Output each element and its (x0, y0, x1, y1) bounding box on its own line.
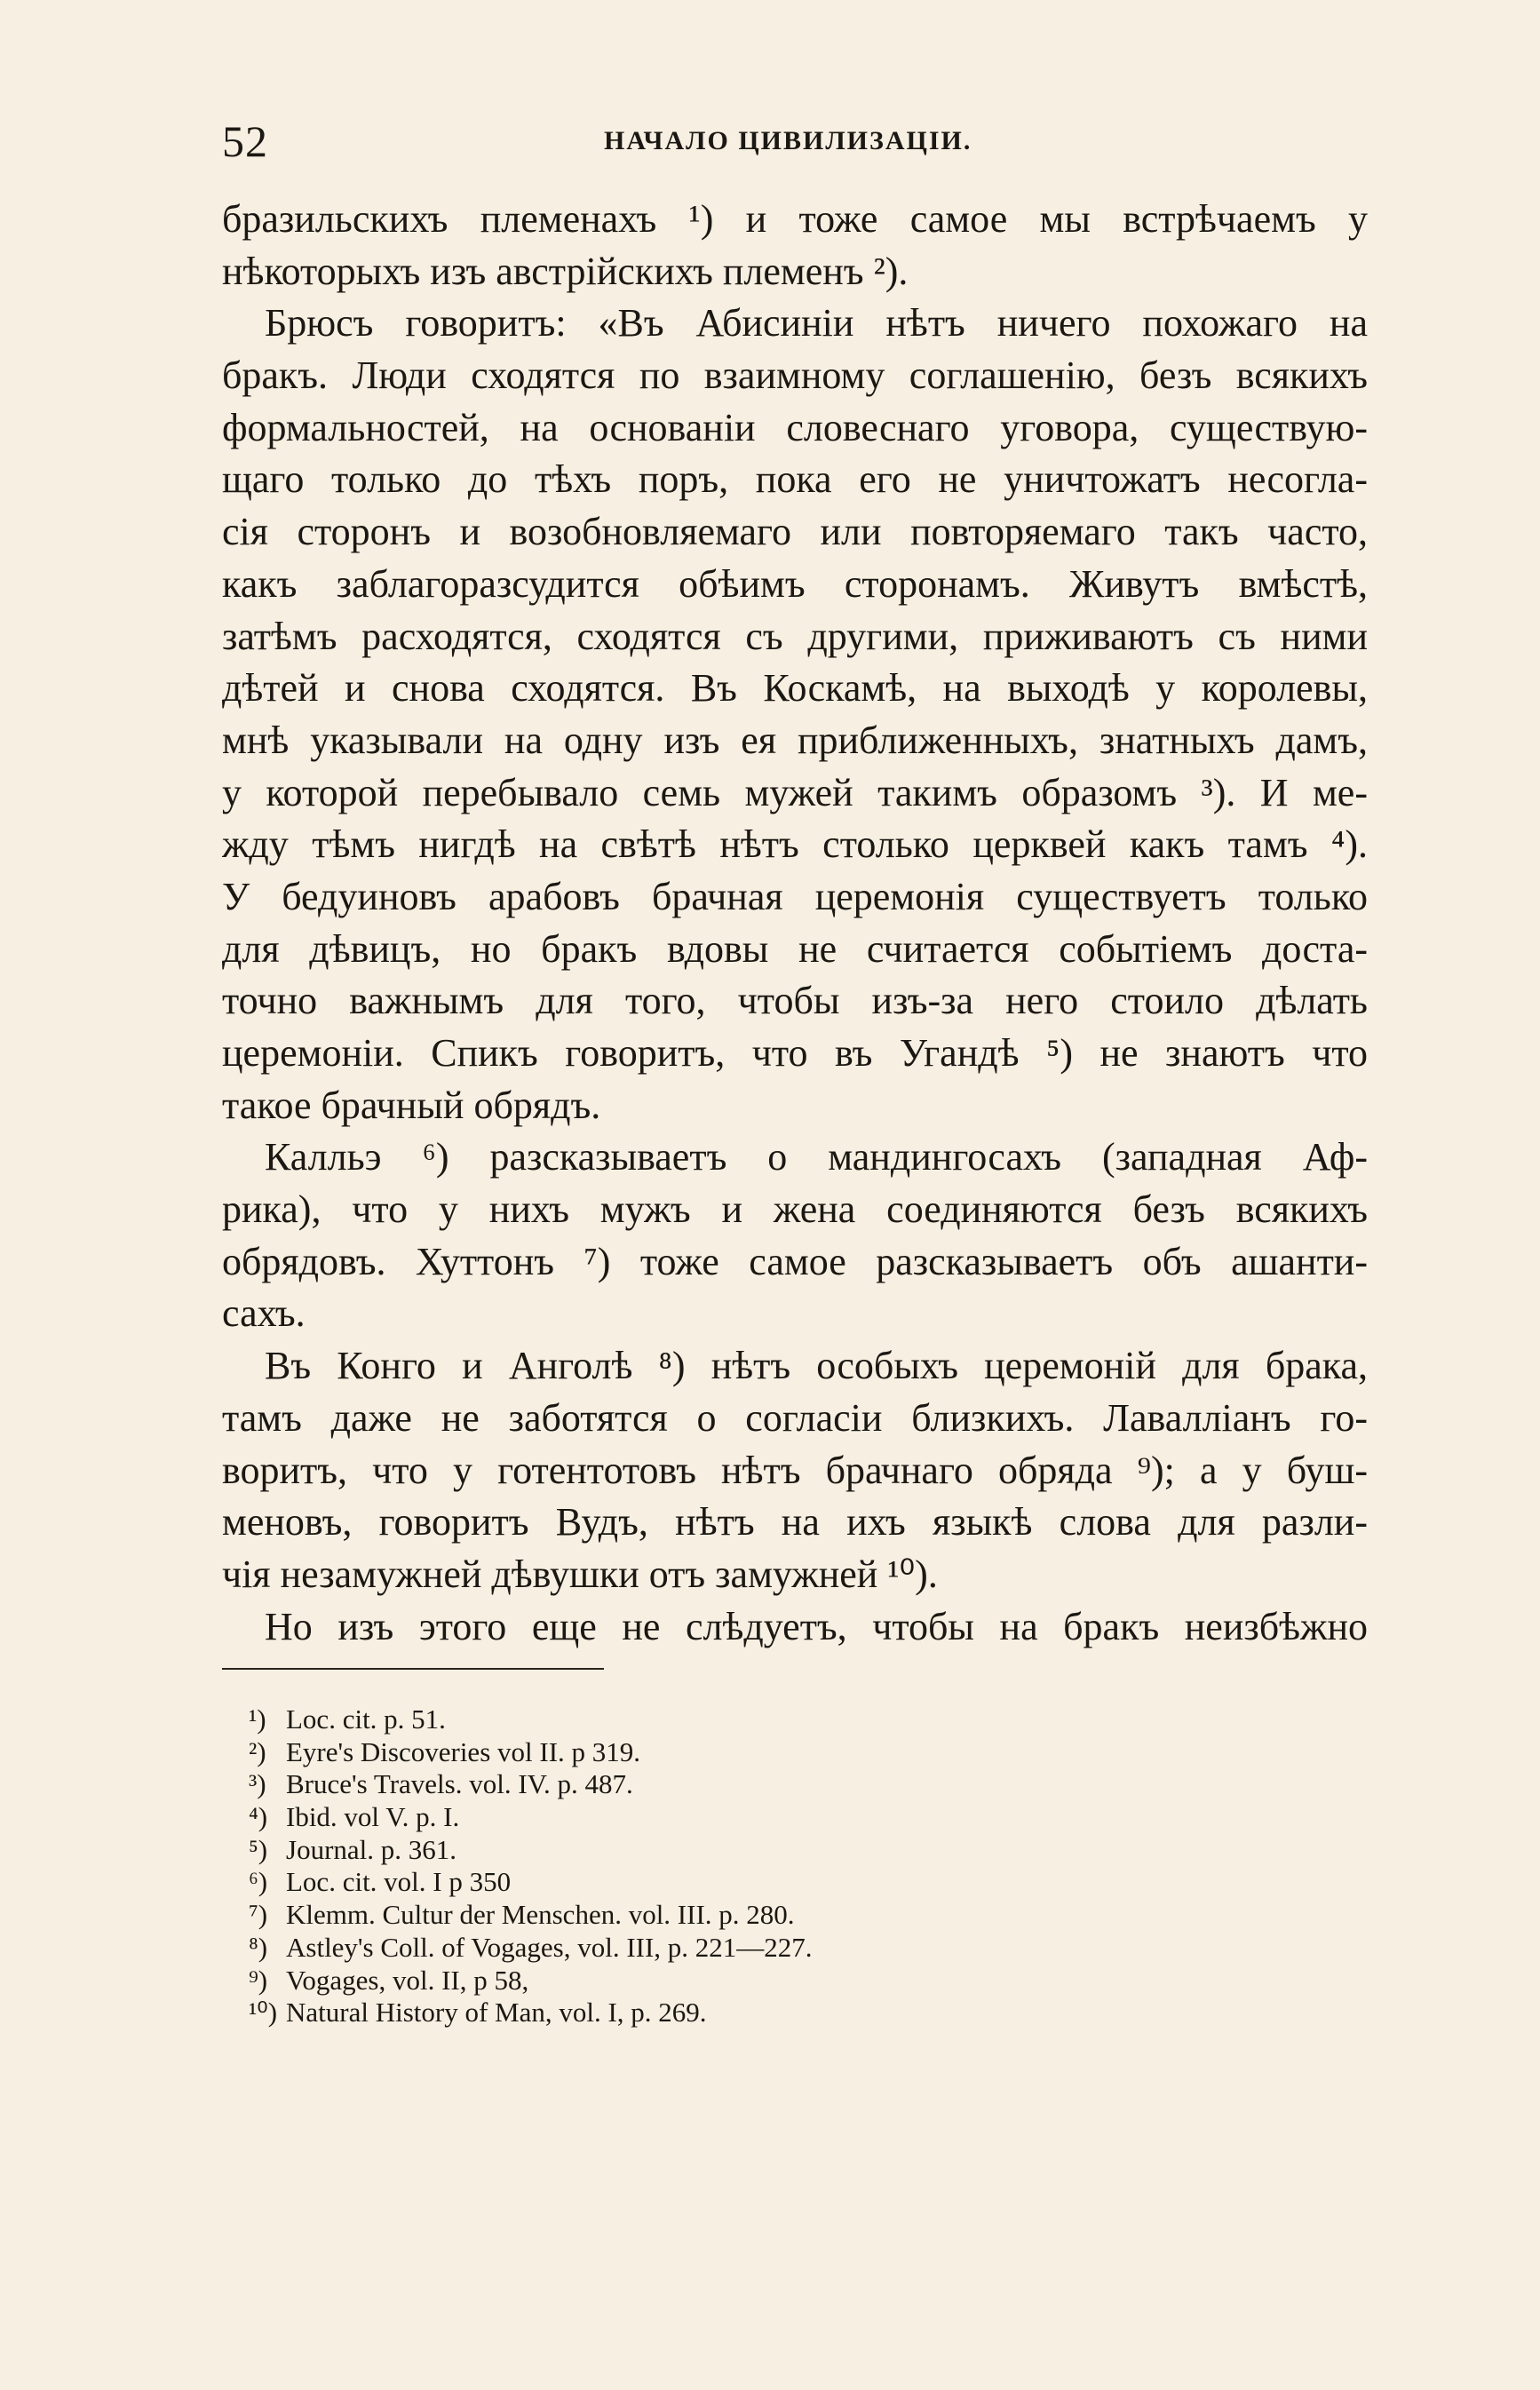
footnote-text: Loc. cit. p. 51. (286, 1703, 446, 1735)
footnote-divider (222, 1668, 604, 1670)
footnote-number: ²) (249, 1735, 266, 1767)
footnote-number: ³) (249, 1768, 266, 1800)
footnotes (249, 1703, 1048, 2029)
text-line: дѣтей и снова сходятся. Въ Коскамѣ, на выходѣ у королевы, (222, 666, 1368, 711)
text-line: Въ Конго и Анголѣ ⁸) нѣтъ особыхъ церемоній для брака, (265, 1344, 1368, 1388)
footnote (249, 1801, 1048, 1834)
footnote (249, 1932, 1048, 1965)
footnote-number: ⁶) (249, 1866, 268, 1898)
text-line: у которой перебывало семь мужей такимъ образомъ ³). И ме- (222, 770, 1368, 814)
text-line: такое брачный обрядъ. (222, 1083, 601, 1127)
footnote (249, 1866, 1048, 1899)
text-line: затѣмъ расходятся, сходятся съ другими, приживаютъ съ ними (222, 614, 1368, 658)
footnote-number: ⁷) (249, 1899, 268, 1931)
footnote (249, 1703, 1048, 1736)
text-line: бракъ. Люди сходятся по взаимному соглашенію, безъ всякихъ (222, 353, 1368, 398)
body-text (222, 194, 1368, 1653)
footnote (249, 1736, 1048, 1769)
text-line: рика), что у нихъ мужъ и жена соединяются безъ всякихъ (222, 1187, 1368, 1232)
footnote (249, 1997, 1048, 2029)
footnote-number: ⁵) (249, 1833, 268, 1865)
footnote (249, 1768, 1048, 1801)
text-line: бразильскихъ племенахъ ¹) и тоже самое мы встрѣчаемъ у (222, 197, 1368, 241)
footnote-text: Astley's Coll. of Vogages, vol. III, p. 221—227. (286, 1931, 813, 1963)
text-line: тамъ даже не заботятся о согласіи близкихъ. Лавалліанъ го- (222, 1395, 1368, 1440)
text-line: мнѣ указывали на одну изъ ея приближенныхъ, знатныхъ дамъ, (222, 718, 1368, 762)
text-line: Брюсъ говоритъ: «Въ Абисиніи нѣтъ ничего похожаго на (265, 301, 1368, 345)
footnote-number: ⁸) (249, 1931, 268, 1963)
text-line: У бедуиновъ арабовъ брачная церемонія существуетъ только (222, 874, 1368, 918)
footnote-number: ⁴) (249, 1801, 268, 1833)
text-line: церемоніи. Спикъ говоритъ, что въ Угандѣ ⁵) не знаютъ что (222, 1031, 1368, 1075)
footnote-text: Journal. p. 361. (286, 1833, 457, 1865)
footnote-text: Natural History of Man, vol. I, p. 269. (286, 1997, 707, 2029)
footnote-number: ⁹) (249, 1964, 268, 1996)
footnote (249, 1965, 1048, 1997)
text-line: Калльэ ⁶) разсказываетъ о мандингосахъ (западная Аф- (265, 1135, 1368, 1179)
footnote-text: Ibid. vol V. p. I. (286, 1801, 460, 1833)
page-header (222, 115, 1368, 169)
text-line: щаго только до тѣхъ поръ, пока его не уничтожатъ несогла- (222, 457, 1368, 502)
text-line: Но изъ этого еще не слѣдуетъ, чтобы на бракъ неизбѣжно (265, 1604, 1368, 1648)
text-line: нѣкоторыхъ изъ австрійскихъ племенъ ²). (222, 249, 909, 293)
text-line: формальностей, на основаніи словеснаго уговора, существую- (222, 405, 1368, 449)
text-line: жду тѣмъ нигдѣ на свѣтѣ нѣтъ столько церквей какъ тамъ ⁴). (222, 822, 1368, 867)
footnote-number: ¹) (249, 1703, 266, 1735)
running-title: НАЧАЛО ЦИВИЛИЗАЦІИ. (604, 126, 972, 155)
text-line: воритъ, что у готентотовъ нѣтъ брачнаго обряда ⁹); а у буш- (222, 1448, 1368, 1492)
footnote (249, 1899, 1048, 1932)
footnote-text: Vogages, vol. II, p 58, (286, 1964, 529, 1996)
text-line: какъ заблагоразсудится обѣимъ сторонамъ. Живутъ вмѣстѣ, (222, 561, 1368, 606)
footnote-number: ¹⁰) (249, 1997, 278, 2029)
footnote (249, 1834, 1048, 1867)
footnote-text: Bruce's Travels. vol. IV. p. 487. (286, 1768, 633, 1800)
text-line: меновъ, говоритъ Вудъ, нѣтъ на ихъ языкѣ слова для разли- (222, 1500, 1368, 1544)
footnote-text: Klemm. Cultur der Menschen. vol. III. p. 280. (286, 1899, 795, 1931)
text-line: для дѣвицъ, но бракъ вдовы не считается событіемъ доста- (222, 926, 1368, 971)
text-line: обрядовъ. Хуттонъ ⁷) тоже самое разсказываетъ объ ашанти- (222, 1239, 1368, 1283)
footnote-text: Eyre's Discoveries vol II. p 319. (286, 1735, 641, 1767)
page-number: 52 (222, 116, 268, 166)
footnote-text: Loc. cit. vol. I p 350 (286, 1866, 512, 1898)
text-line: точно важнымъ для того, чтобы изъ-за него стоило дѣлать (222, 979, 1368, 1023)
text-line: чія незамужней дѣвушки отъ замужней ¹⁰). (222, 1552, 938, 1596)
text-line: сахъ. (222, 1291, 306, 1336)
text-line: сія сторонъ и возобновляемаго или повторяемаго такъ часто, (222, 510, 1368, 554)
